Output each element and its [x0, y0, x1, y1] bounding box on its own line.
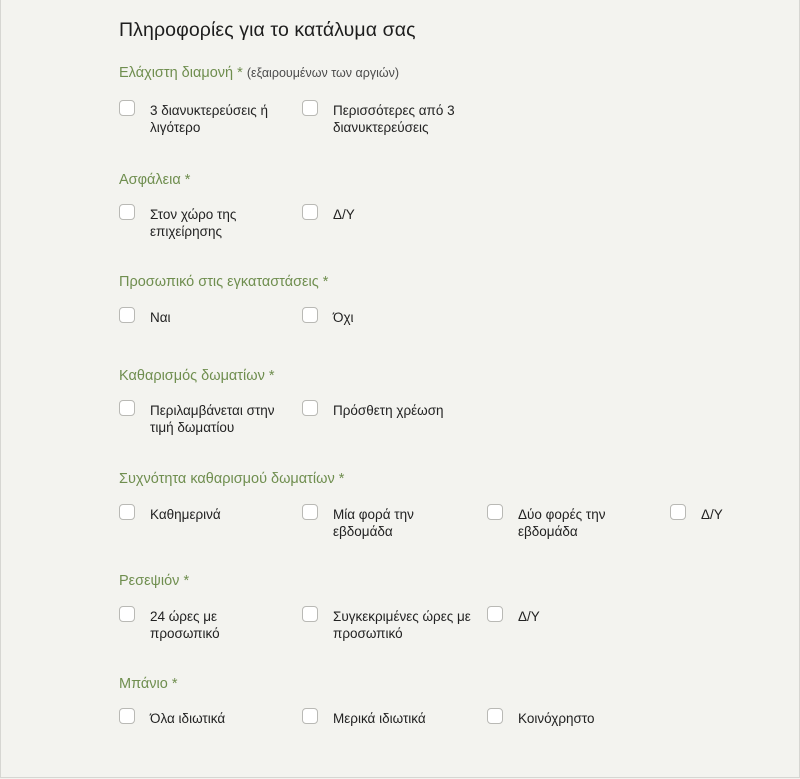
section-label-text: Μπάνιο [119, 676, 168, 692]
option-24-hours-staffed[interactable] [119, 608, 250, 642]
section-label [119, 470, 799, 488]
checkbox[interactable] [302, 307, 318, 323]
section-cleaning-frequency [119, 470, 799, 539]
option-label: 24 ώρες με προσωπικό [150, 609, 220, 641]
section-note: (εξαιρουμένων των αργιών) [246, 66, 400, 80]
checkbox[interactable] [119, 100, 135, 116]
option-label: Δ/Υ [518, 609, 540, 624]
form-title: Πληροφορίες για το κατάλυμα σας [119, 19, 416, 41]
required-asterisk: * [268, 368, 275, 384]
option-label: Στον χώρο της επιχείρησης [150, 207, 237, 239]
accommodation-form [89, 0, 800, 779]
option-daily[interactable] [119, 506, 221, 523]
option-more-than-3-nights[interactable] [302, 102, 473, 136]
option-not-available[interactable] [487, 608, 540, 625]
section-security [119, 171, 799, 239]
option-label: Περισσότερες από 3 διανυκτερεύσεις [333, 103, 455, 135]
section-room-cleaning [119, 367, 799, 435]
section-label-text: Συχνότητα καθαρισμού δωματίων [119, 471, 335, 487]
checkbox[interactable] [487, 708, 503, 724]
option-not-available[interactable] [670, 506, 723, 523]
option-some-private[interactable] [302, 710, 426, 727]
required-asterisk: * [322, 274, 329, 290]
option-label: Ναι [150, 310, 171, 325]
section-label [119, 273, 799, 291]
option-label: Μερικά ιδιωτικά [333, 711, 426, 726]
section-bathroom [119, 675, 799, 726]
option-not-available[interactable] [302, 206, 355, 223]
section-label-text: Προσωπικό στις εγκαταστάσεις [119, 274, 319, 290]
option-label: 3 διανυκτερεύσεις ή λιγότερο [150, 103, 269, 135]
required-asterisk: * [237, 65, 243, 81]
section-label [119, 367, 799, 385]
checkbox[interactable] [119, 606, 135, 622]
option-on-premises[interactable] [119, 206, 260, 240]
required-asterisk: * [183, 573, 190, 589]
required-asterisk: * [184, 172, 191, 188]
option-once-a-week[interactable] [302, 506, 443, 540]
checkbox[interactable] [302, 504, 318, 520]
section-label-text: Ελάχιστη διαμονή [119, 65, 234, 81]
checkbox[interactable] [302, 708, 318, 724]
option-included-in-room-price[interactable] [119, 402, 290, 436]
option-yes[interactable] [119, 309, 171, 326]
section-reception [119, 572, 799, 641]
option-specific-hours-staffed[interactable] [302, 608, 473, 642]
checkbox[interactable] [119, 400, 135, 416]
option-label: Καθημερινά [150, 507, 221, 522]
checkbox[interactable] [119, 708, 135, 724]
checkbox[interactable] [302, 100, 318, 116]
option-label: Περιλαμβάνεται στην τιμή δωματίου [150, 403, 275, 435]
section-label-text: Ρεσεψιόν [119, 573, 180, 589]
option-label: Όχι [333, 310, 354, 325]
checkbox[interactable] [302, 204, 318, 220]
section-minimum-stay [119, 64, 799, 135]
section-label [119, 572, 799, 590]
option-label: Δ/Υ [333, 207, 355, 222]
checkbox[interactable] [119, 307, 135, 323]
checkbox[interactable] [487, 504, 503, 520]
option-label: Δύο φορές την εβδομάδα [518, 507, 606, 539]
checkbox[interactable] [302, 606, 318, 622]
checkbox[interactable] [119, 504, 135, 520]
checkbox[interactable] [670, 504, 686, 520]
section-label [119, 64, 799, 82]
option-extra-charge[interactable] [302, 402, 473, 419]
option-label: Δ/Υ [701, 507, 723, 522]
section-label-text: Καθαρισμός δωματίων [119, 368, 265, 384]
option-no[interactable] [302, 309, 354, 326]
option-label: Πρόσθετη χρέωση [333, 403, 444, 418]
option-label: Κοινόχρηστο [518, 711, 595, 726]
option-twice-a-week[interactable] [487, 506, 628, 540]
section-label [119, 171, 799, 189]
option-all-private[interactable] [119, 710, 225, 727]
section-label [119, 675, 799, 693]
checkbox[interactable] [302, 400, 318, 416]
option-label: Συγκεκριμένες ώρες με προσωπικό [333, 609, 471, 641]
required-asterisk: * [338, 471, 345, 487]
option-shared[interactable] [487, 710, 595, 727]
checkbox[interactable] [487, 606, 503, 622]
option-label: Όλα ιδιωτικά [150, 711, 226, 726]
section-label-text: Ασφάλεια [119, 172, 181, 188]
option-label: Μία φορά την εβδομάδα [333, 507, 414, 539]
option-3-nights-or-less[interactable] [119, 102, 290, 136]
section-staff-on-site [119, 273, 799, 325]
required-asterisk: * [171, 676, 178, 692]
checkbox[interactable] [119, 204, 135, 220]
